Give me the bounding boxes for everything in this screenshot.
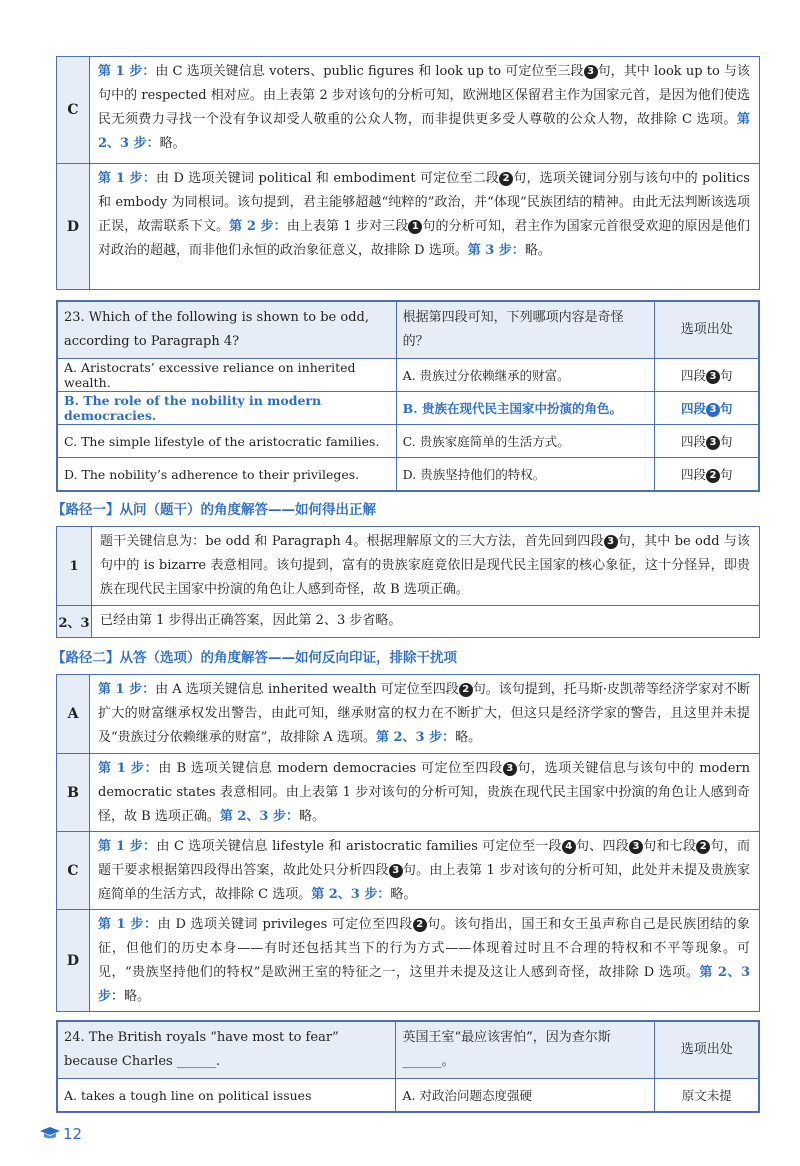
text: 略。 bbox=[159, 136, 186, 151]
step-label: 第 1 步： bbox=[98, 682, 156, 697]
text: 句的分析可知，君主作为国家元首很受欢迎的原因是他们对政治的超越，而非他们永恒的政治象征意义，故排除 D 选项。 bbox=[98, 219, 750, 258]
q23-table bbox=[57, 301, 759, 491]
path2-row-c bbox=[57, 831, 759, 909]
q22-row-c bbox=[57, 57, 759, 163]
row-label: 1 bbox=[57, 527, 92, 605]
header-zh: 根据第四段可知，下列哪项内容是奇怪的？ bbox=[396, 302, 655, 359]
header-source: 选项出处 bbox=[655, 1022, 759, 1079]
row-text bbox=[90, 832, 759, 909]
circled-number: 4 bbox=[562, 840, 576, 854]
path2-row-b bbox=[57, 753, 759, 831]
text: 句，其中 look up to 与该句中的 respected 相对应。由上表第 2 步对该句的分析可知，欧洲地区保留君主作为国家元首，是因为他们使选民无须费力寻找一个没有争议却受人敬重的公众人物，而非提供更多受人尊敬的公众人物，故排除 C 选项。 bbox=[98, 64, 750, 127]
step-label: 第 2、3 步： bbox=[98, 965, 750, 1004]
text: 句。该句指出，国王和女王虽声称自己是民族团结的象征，但他们的历史本身——有时还包括其当下的行为方式——体现着过时且不合理的特权和不平等现象。可见，“贵族坚持他们的特权”是欧洲王室的特征之一，这里并未提及这让人感到奇怪，故排除 D 选项。 bbox=[98, 917, 750, 980]
table-row bbox=[58, 392, 759, 425]
text: 由 B 选项关键信息 modern democracies 可定位至四段 bbox=[158, 761, 503, 776]
text: 题干关键信息为：be odd 和 Paragraph 4。根据理解原文的三大方法，首先回到四段 bbox=[100, 534, 604, 549]
row-text bbox=[90, 910, 759, 1011]
path2-title: 【路径二】从答（选项）的角度解答——如何反向印证，排除干扰项 bbox=[52, 650, 457, 666]
header-en: 23. Which of the following is shown to be odd, according to Paragraph 4? bbox=[58, 302, 397, 359]
circled-number: 2 bbox=[459, 683, 473, 697]
row-label: C bbox=[57, 832, 90, 909]
ju: 句 bbox=[719, 467, 733, 482]
row-text bbox=[90, 754, 759, 831]
table-row bbox=[58, 359, 759, 392]
row-label: 2、3 bbox=[57, 606, 92, 637]
text: 句。由上表第 1 步对该句的分析可知，此处并未提及贵族家庭简单的生活方式，故排除 C 选项。 bbox=[98, 863, 750, 902]
ju: 句 bbox=[719, 401, 733, 416]
text: 略。 bbox=[298, 809, 325, 824]
circled-number: 3 bbox=[503, 762, 517, 776]
para: 四段 bbox=[680, 467, 706, 482]
row-label: D bbox=[57, 164, 90, 289]
q22-analysis-box bbox=[56, 56, 760, 290]
para: 四段 bbox=[680, 368, 706, 383]
table-row bbox=[58, 458, 759, 491]
step-label: 第 1 步： bbox=[98, 171, 157, 186]
step-label: 第 2、3 步： bbox=[98, 112, 750, 151]
circled-number: 2 bbox=[696, 840, 710, 854]
option-zh: C. 贵族家庭简单的生活方式。 bbox=[396, 425, 655, 458]
option-zh: A. 对政治问题态度强硬 bbox=[396, 1079, 655, 1112]
circled-number: 1 bbox=[408, 220, 422, 234]
step-label: 第 2、3 步： bbox=[311, 887, 391, 902]
step-label: 第 2、3 步： bbox=[375, 730, 456, 745]
page-number bbox=[40, 1125, 82, 1143]
header-source: 选项出处 bbox=[655, 302, 759, 359]
q24-table bbox=[57, 1021, 759, 1112]
text: 由 C 选项关键信息 lifestyle 和 aristocratic families 可定位至一段 bbox=[156, 839, 562, 854]
option-source bbox=[655, 425, 759, 458]
table-header bbox=[58, 1022, 759, 1079]
header-en: 24. The British royals “have most to fear” because Charles ______. bbox=[58, 1022, 396, 1079]
circled-number: 3 bbox=[629, 840, 643, 854]
text: 句，选项关键词分别与该句中的 politics 和 embody 为同根词。该句提到，君主能够超越“纯粹的”政治，并“体现”民族团结的精神。由此无法判断该选项正误，故需联系下文。 bbox=[98, 171, 750, 234]
option-en: A. takes a tough line on political issues bbox=[58, 1079, 396, 1112]
option-zh: B. 贵族在现代民主国家中扮演的角色。 bbox=[396, 392, 655, 425]
option-source bbox=[655, 359, 759, 392]
path1-row-1 bbox=[57, 527, 759, 605]
text: 略。 bbox=[390, 887, 417, 902]
row-text: 已经由第 1 步得出正确答案，因此第 2、3 步省略。 bbox=[100, 613, 402, 628]
table-header bbox=[58, 302, 759, 359]
path1-title: 【路径一】从问（题干）的角度解答——如何得出正解 bbox=[52, 502, 376, 518]
text: 由 C 选项关键信息 voters、public figures 和 look up to 可定位至三段 bbox=[155, 64, 584, 79]
circled-number: 3 bbox=[706, 370, 720, 384]
text: 句，而题干要求根据第四段得出答案，故此处只分析四段 bbox=[98, 839, 750, 878]
header-zh: 英国王室“最应该害怕”，因为查尔斯______。 bbox=[396, 1022, 655, 1079]
circled-number: 3 bbox=[389, 864, 403, 878]
page-number-text: 12 bbox=[63, 1125, 83, 1143]
option-source: 原文未提 bbox=[655, 1079, 759, 1112]
path1-box bbox=[56, 526, 760, 638]
step-label: 第 3 步： bbox=[467, 243, 525, 258]
step-label: 第 1 步： bbox=[98, 64, 156, 79]
row-label: C bbox=[57, 57, 90, 163]
text: 句。该句提到，托马斯·皮凯蒂等经济学家对不断扩大的财富继承权发出警告，由此可知，继承财富的权力在不断扩大，但这只是经济学家的警告，且这里并未提及“贵族过分依赖继承的财富”，故排除 A 选项。 bbox=[98, 682, 750, 745]
para: 四段 bbox=[680, 434, 706, 449]
option-source bbox=[655, 458, 759, 491]
text: 略。 bbox=[524, 243, 551, 258]
text: 由 A 选项关键信息 inherited wealth 可定位至四段 bbox=[155, 682, 459, 697]
text: 略。 bbox=[124, 989, 151, 1004]
row-text bbox=[90, 57, 759, 163]
path2-row-d bbox=[57, 909, 759, 1011]
row-label: A bbox=[57, 675, 90, 753]
circled-number: 2 bbox=[706, 469, 720, 483]
option-zh: D. 贵族坚持他们的特权。 bbox=[396, 458, 655, 491]
text: 句，选项关键信息与该句中的 modern democratic states 表意相同。由上表第 1 步对该句的分析可知，贵族在现代民主国家中扮演的角色让人感到奇怪，故 B 选项正确。 bbox=[98, 761, 750, 824]
text: 句、四段 bbox=[575, 839, 629, 854]
table-row bbox=[58, 1079, 759, 1112]
q24-table-box bbox=[56, 1020, 760, 1113]
path1-row-23 bbox=[57, 605, 759, 637]
step-label: 第 1 步： bbox=[98, 917, 158, 932]
circled-number: 2 bbox=[413, 918, 427, 932]
ju: 句 bbox=[719, 368, 733, 383]
row-text bbox=[90, 164, 759, 289]
circled-number: 3 bbox=[706, 436, 720, 450]
text: 由上表第 1 步对三段 bbox=[286, 219, 409, 234]
text: 由 D 选项关键词 privileges 可定位至四段 bbox=[157, 917, 413, 932]
table-row bbox=[58, 425, 759, 458]
row-text bbox=[90, 675, 759, 753]
circled-number: 3 bbox=[584, 65, 598, 79]
step-label: 第 2、3 步： bbox=[219, 809, 299, 824]
option-source bbox=[655, 392, 759, 425]
circled-number: 2 bbox=[499, 172, 513, 186]
step-label: 第 2 步： bbox=[229, 219, 287, 234]
path2-row-a bbox=[57, 675, 759, 753]
step-label: 第 1 步： bbox=[98, 839, 157, 854]
text: 略。 bbox=[455, 730, 482, 745]
q23-table-box bbox=[56, 300, 760, 492]
text: 句，其中 be odd 与该句中的 is bizarre 表意相同。该句提到，富有的贵族家庭竟依旧是现代民主国家的核心象征，这十分怪异，即贵族在现代民主国家中扮演的角色让人感到奇怪，故 B 选项正确。 bbox=[100, 534, 750, 597]
option-en: D. The nobility’s adherence to their privileges. bbox=[58, 458, 397, 491]
option-en: B. The role of the nobility in modern democracies. bbox=[58, 392, 397, 425]
row-label: D bbox=[57, 910, 90, 1011]
para: 四段 bbox=[680, 401, 706, 416]
row-text bbox=[92, 527, 759, 605]
path2-box bbox=[56, 674, 760, 1012]
text: 由 D 选项关键词 political 和 embodiment 可定位至二段 bbox=[156, 171, 500, 186]
row-label: B bbox=[57, 754, 90, 831]
circled-number: 3 bbox=[604, 535, 618, 549]
text: 句和七段 bbox=[642, 839, 697, 854]
ju: 句 bbox=[719, 434, 733, 449]
option-en: C. The simple lifestyle of the aristocratic families. bbox=[58, 425, 397, 458]
q22-row-d bbox=[57, 163, 759, 289]
step-label: 第 1 步： bbox=[98, 761, 159, 776]
graduation-cap-icon bbox=[40, 1127, 60, 1139]
circled-number: 3 bbox=[706, 403, 720, 417]
option-zh: A. 贵族过分依赖继承的财富。 bbox=[396, 359, 655, 392]
option-en: A. Aristocrats’ excessive reliance on inherited wealth. bbox=[58, 359, 397, 392]
